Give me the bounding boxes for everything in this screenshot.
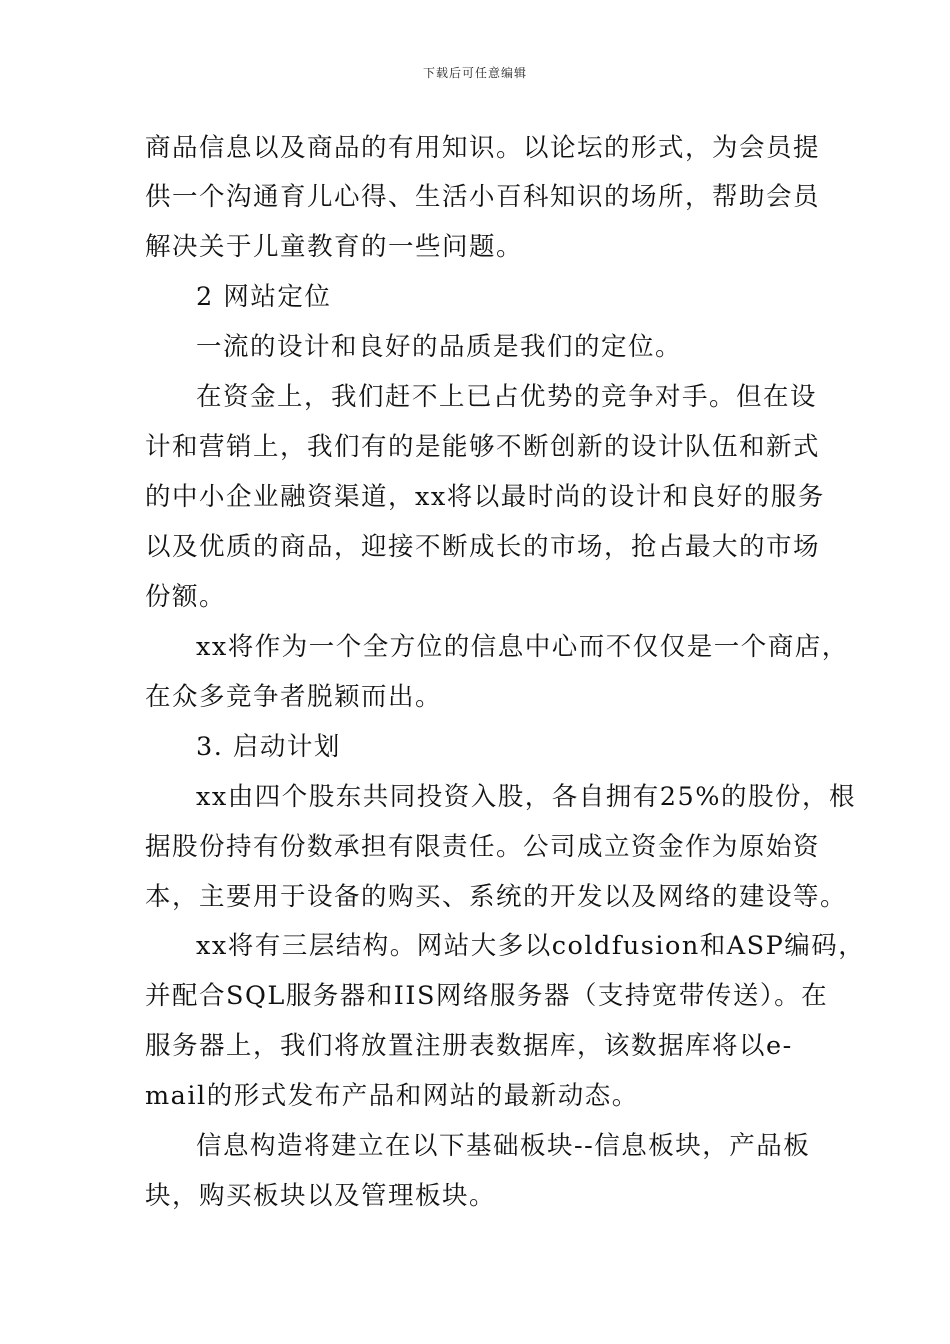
paragraph-line: 服务器上，我们将放置注册表数据库，该数据库将以e- [145, 1031, 793, 1061]
paragraph-line: 在众多竞争者脱颖而出。 [145, 682, 443, 712]
paragraph-line: 并配合SQL服务器和IIS网络服务器（支持宽带传送）。在 [145, 981, 829, 1011]
section-heading: 2 网站定位 [196, 282, 332, 312]
paragraph-line: 一流的设计和良好的品质是我们的定位。 [196, 332, 683, 362]
paragraph-line: 据股份持有份数承担有限责任。公司成立资金作为原始资 [145, 832, 821, 862]
paragraph-line: xx将作为一个全方位的信息中心而不仅仅是一个商店， [196, 632, 849, 662]
paragraph-line: xx将有三层结构。网站大多以coldfusion和ASP编码， [196, 931, 866, 961]
paragraph-line: 在资金上，我们赶不上已占优势的竞争对手。但在设 [196, 382, 818, 412]
paragraph-line: 以及优质的商品，迎接不断成长的市场，抢占最大的市场 [145, 532, 821, 562]
paragraph-line: 供一个沟通育儿心得、生活小百科知识的场所，帮助会员 [145, 182, 821, 212]
section-heading: 3. 启动计划 [196, 732, 341, 762]
paragraph-line: 块，购买板块以及管理板块。 [145, 1181, 497, 1211]
paragraph-line: 的中小企业融资渠道，xx将以最时尚的设计和良好的服务 [145, 482, 825, 512]
paragraph-line: xx由四个股东共同投资入股，各自拥有25%的股份，根 [196, 782, 856, 812]
paragraph-line: 计和营销上，我们有的是能够不断创新的设计队伍和新式 [145, 432, 821, 462]
paragraph-line: 信息构造将建立在以下基础板块--信息板块，产品板 [196, 1131, 811, 1161]
paragraph-line: 商品信息以及商品的有用知识。以论坛的形式，为会员提 [145, 133, 821, 163]
paragraph-line: 本，主要用于设备的购买、系统的开发以及网络的建设等。 [145, 882, 848, 912]
page-header-note: 下载后可任意编辑 [422, 66, 527, 80]
paragraph-line: 解决关于儿童教育的一些问题。 [145, 232, 524, 262]
paragraph-line: mail的形式发布产品和网站的最新动态。 [145, 1081, 639, 1111]
paragraph-line: 份额。 [145, 582, 227, 612]
